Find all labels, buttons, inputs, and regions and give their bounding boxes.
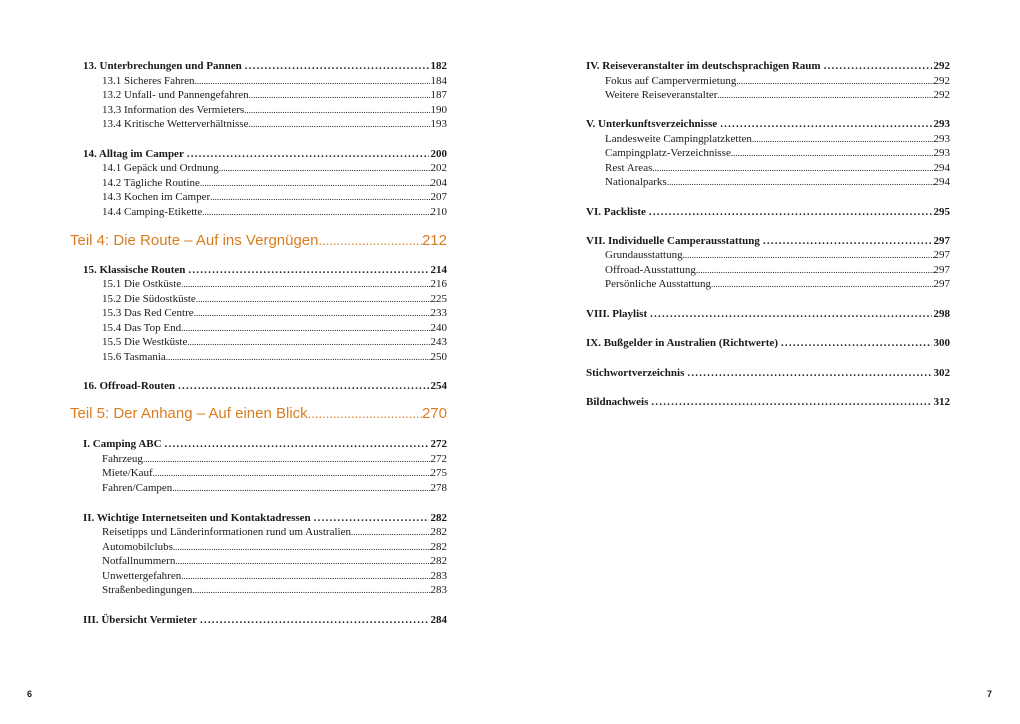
dot-leader bbox=[143, 452, 431, 466]
entry-page: 216 bbox=[430, 278, 447, 290]
dot-leader bbox=[717, 88, 933, 102]
entry-page: 312 bbox=[933, 396, 950, 408]
toc-entry-i-3[interactable] bbox=[83, 481, 447, 495]
entry-page: 275 bbox=[430, 467, 447, 479]
entry-title: IX. Bußgelder in Australien (Richtwerte) bbox=[586, 337, 778, 349]
dot-leader bbox=[202, 205, 430, 219]
entry-title: 14.3 Kochen im Camper bbox=[102, 191, 211, 203]
entry-title: Automobilclubs bbox=[102, 541, 173, 553]
entry-title: 14.2 Tägliche Routine bbox=[102, 177, 200, 189]
toc-appendix-vi[interactable] bbox=[586, 205, 950, 219]
dot-leader bbox=[717, 117, 931, 131]
toc-image-credits[interactable] bbox=[586, 395, 950, 409]
toc-entry-ii-4[interactable] bbox=[83, 569, 447, 583]
toc-entry-15-6[interactable] bbox=[83, 350, 447, 364]
toc-part-5[interactable] bbox=[70, 404, 447, 424]
dot-leader bbox=[736, 74, 933, 88]
toc-entry-14-4[interactable] bbox=[83, 205, 447, 219]
toc-entry-15-2[interactable] bbox=[83, 292, 447, 306]
entry-page: 184 bbox=[430, 75, 447, 87]
toc-entry-13-1[interactable] bbox=[83, 74, 447, 88]
entry-title: Teil 5: Der Anhang – Auf einen Blick bbox=[70, 405, 308, 422]
entry-title: Fokus auf Campervermietung bbox=[605, 75, 737, 87]
dot-leader bbox=[249, 88, 431, 102]
dot-leader bbox=[647, 307, 931, 321]
toc-entry-vii-1[interactable] bbox=[586, 248, 950, 262]
dot-leader bbox=[184, 147, 429, 161]
entry-page: 243 bbox=[430, 336, 447, 348]
entry-title: Unwettergefahren bbox=[102, 570, 182, 582]
entry-title: 15. Klassische Routen bbox=[83, 264, 186, 276]
entry-title: 16. Offroad-Routen bbox=[83, 380, 176, 392]
dot-leader bbox=[175, 554, 430, 568]
toc-entry-ii-1[interactable] bbox=[83, 525, 447, 539]
dot-leader bbox=[194, 306, 431, 320]
dot-leader bbox=[242, 59, 429, 73]
dot-leader bbox=[731, 146, 934, 160]
entry-page: 278 bbox=[430, 482, 447, 494]
dot-leader bbox=[166, 350, 431, 364]
entry-page: 293 bbox=[933, 118, 950, 130]
dot-leader bbox=[197, 613, 429, 627]
toc-entry-vii-3[interactable] bbox=[586, 277, 950, 291]
dot-leader bbox=[210, 190, 430, 204]
toc-chapter-13[interactable] bbox=[83, 59, 447, 73]
entry-title: Miete/Kauf bbox=[102, 467, 153, 479]
dot-leader bbox=[153, 466, 431, 480]
dot-leader bbox=[683, 248, 934, 262]
entry-title: Persönliche Ausstattung bbox=[605, 278, 712, 290]
entry-page: 204 bbox=[430, 177, 447, 189]
toc-entry-13-4[interactable] bbox=[83, 117, 447, 131]
entry-title: 13. Unterbrechungen und Pannen bbox=[83, 60, 242, 72]
entry-page: 272 bbox=[430, 438, 447, 450]
toc-entry-15-4[interactable] bbox=[83, 321, 447, 335]
entry-page: 297 bbox=[933, 278, 950, 290]
dot-leader bbox=[181, 321, 430, 335]
page-number-left: 6 bbox=[27, 689, 33, 699]
entry-page: 200 bbox=[430, 148, 447, 160]
entry-page: 190 bbox=[430, 104, 447, 116]
entry-title: 13.3 Information des Vermieters bbox=[102, 104, 245, 116]
entry-page: 182 bbox=[430, 60, 447, 72]
dot-leader bbox=[181, 569, 430, 583]
entry-title: VII. Individuelle Camperausstattung bbox=[586, 235, 760, 247]
entry-title: 15.6 Tasmania bbox=[102, 351, 166, 363]
entry-page: 302 bbox=[933, 367, 950, 379]
entry-title: Straßenbedingungen bbox=[102, 584, 193, 596]
dot-leader bbox=[648, 395, 931, 409]
entry-title: Nationalparks bbox=[605, 176, 667, 188]
entry-page: 283 bbox=[430, 570, 447, 582]
entry-page: 282 bbox=[430, 512, 447, 524]
dot-leader bbox=[667, 175, 934, 189]
dot-leader bbox=[248, 117, 430, 131]
dot-leader bbox=[181, 277, 430, 291]
entry-title: Notfallnummern bbox=[102, 555, 176, 567]
toc-entry-ii-5[interactable] bbox=[83, 583, 447, 597]
entry-page: 187 bbox=[430, 89, 447, 101]
toc-chapter-15[interactable] bbox=[83, 263, 447, 277]
entry-page: 214 bbox=[430, 264, 447, 276]
entry-page: 300 bbox=[933, 337, 950, 349]
dot-leader bbox=[696, 263, 934, 277]
entry-title: Campingplatz-Verzeichnisse bbox=[605, 147, 731, 159]
dot-leader bbox=[752, 132, 934, 146]
dot-leader bbox=[195, 74, 431, 88]
toc-entry-15-5[interactable] bbox=[83, 335, 447, 349]
entry-page: 282 bbox=[430, 526, 447, 538]
toc-appendix-ii[interactable] bbox=[83, 511, 447, 525]
entry-title: Bildnachweis bbox=[586, 396, 649, 408]
dot-leader bbox=[311, 511, 429, 525]
toc-chapter-16[interactable] bbox=[83, 379, 447, 393]
toc-entry-iv-1[interactable] bbox=[586, 74, 950, 88]
entry-page: 292 bbox=[933, 60, 950, 72]
entry-title: Weitere Reiseveranstalter bbox=[605, 89, 718, 101]
entry-page: 282 bbox=[430, 541, 447, 553]
toc-appendix-vii[interactable] bbox=[586, 234, 950, 248]
toc-entry-15-3[interactable] bbox=[83, 306, 447, 320]
entry-page: 202 bbox=[430, 162, 447, 174]
entry-page: 193 bbox=[430, 118, 447, 130]
toc-entry-vii-2[interactable] bbox=[586, 263, 950, 277]
dot-leader bbox=[173, 540, 431, 554]
entry-page: 294 bbox=[933, 176, 950, 188]
page-number-right: 7 bbox=[987, 689, 993, 699]
toc-entry-13-2[interactable] bbox=[83, 88, 447, 102]
dot-leader bbox=[308, 404, 422, 424]
entry-page: 210 bbox=[430, 206, 447, 218]
entry-title: Stichwortverzeichnis bbox=[586, 367, 685, 379]
toc-entry-v-4[interactable] bbox=[586, 175, 950, 189]
toc-index[interactable] bbox=[586, 366, 950, 380]
dot-leader bbox=[219, 161, 431, 175]
dot-leader bbox=[778, 336, 932, 350]
entry-page: 240 bbox=[430, 322, 447, 334]
toc-appendix-iv[interactable] bbox=[586, 59, 950, 73]
dot-leader bbox=[244, 103, 430, 117]
entry-title: Grundausstattung bbox=[605, 249, 683, 261]
entry-page: 254 bbox=[430, 380, 447, 392]
toc-appendix-i[interactable] bbox=[83, 437, 447, 451]
entry-page: 292 bbox=[933, 75, 950, 87]
dot-leader bbox=[652, 161, 933, 175]
entry-title: 13.1 Sicheres Fahren bbox=[102, 75, 195, 87]
entry-title: 13.2 Unfall- und Pannengefahren bbox=[102, 89, 249, 101]
entry-title: 14. Alltag im Camper bbox=[83, 148, 184, 160]
entry-page: 292 bbox=[933, 89, 950, 101]
entry-page: 250 bbox=[430, 351, 447, 363]
entry-page: 233 bbox=[430, 307, 447, 319]
entry-title: Reisetipps und Länderinformationen rund um Australien bbox=[102, 526, 351, 538]
toc-entry-v-2[interactable] bbox=[586, 146, 950, 160]
toc-appendix-viii[interactable] bbox=[586, 307, 950, 321]
entry-title: 15.4 Das Top End bbox=[102, 322, 182, 334]
entry-title: 15.3 Das Red Centre bbox=[102, 307, 194, 319]
entry-title: 15.2 Die Südostküste bbox=[102, 293, 196, 305]
entry-page: 207 bbox=[430, 191, 447, 203]
entry-title: 15.5 Die Westküste bbox=[102, 336, 188, 348]
entry-title: Fahrzeug bbox=[102, 453, 143, 465]
dot-leader bbox=[196, 292, 431, 306]
dot-leader bbox=[646, 205, 932, 219]
toc-entry-i-1[interactable] bbox=[83, 452, 447, 466]
dot-leader bbox=[187, 335, 430, 349]
entry-title: VIII. Playlist bbox=[586, 308, 648, 320]
entry-title: IV. Reiseveranstalter im deutschsprachigen Raum bbox=[586, 60, 821, 72]
toc-chapter-14[interactable] bbox=[83, 147, 447, 161]
toc-entry-ii-2[interactable] bbox=[83, 540, 447, 554]
dot-leader bbox=[162, 437, 429, 451]
entry-page: 225 bbox=[430, 293, 447, 305]
toc-appendix-ix[interactable] bbox=[586, 336, 950, 350]
entry-title: V. Unterkunftsverzeichnisse bbox=[586, 118, 718, 130]
toc-entry-15-1[interactable] bbox=[83, 277, 447, 291]
dot-leader bbox=[711, 277, 933, 291]
dot-leader bbox=[175, 379, 428, 393]
entry-title: Fahren/Campen bbox=[102, 482, 173, 494]
entry-page: 293 bbox=[933, 133, 950, 145]
toc-entry-14-1[interactable] bbox=[83, 161, 447, 175]
entry-page: 284 bbox=[430, 614, 447, 626]
entry-title: 14.4 Camping-Etikette bbox=[102, 206, 203, 218]
entry-title: 13.4 Kritische Wetterverhältnisse bbox=[102, 118, 249, 130]
dot-leader bbox=[684, 366, 931, 380]
entry-title: 15.1 Die Ostküste bbox=[102, 278, 182, 290]
entry-page: 297 bbox=[933, 235, 950, 247]
dot-leader bbox=[185, 263, 428, 277]
dot-leader bbox=[351, 525, 431, 539]
dot-leader bbox=[319, 231, 422, 251]
toc-appendix-iii[interactable] bbox=[83, 613, 447, 627]
toc-entry-14-2[interactable] bbox=[83, 176, 447, 190]
entry-page: 297 bbox=[933, 264, 950, 276]
entry-title: Rest Areas bbox=[605, 162, 653, 174]
entry-title: VI. Packliste bbox=[586, 206, 646, 218]
entry-page: 283 bbox=[430, 584, 447, 596]
entry-page: 295 bbox=[933, 206, 950, 218]
entry-page: 212 bbox=[421, 232, 447, 249]
entry-title: Offroad-Ausstattung bbox=[605, 264, 696, 276]
toc-entry-v-3[interactable] bbox=[586, 161, 950, 175]
entry-title: Teil 4: Die Route – Auf ins Vergnügen bbox=[70, 232, 319, 249]
entry-page: 294 bbox=[933, 162, 950, 174]
entry-page: 293 bbox=[933, 147, 950, 159]
toc-part-4[interactable] bbox=[70, 231, 447, 251]
entry-page: 297 bbox=[933, 249, 950, 261]
toc-entry-iv-2[interactable] bbox=[586, 88, 950, 102]
dot-leader bbox=[192, 583, 430, 597]
toc-entry-14-3[interactable] bbox=[83, 190, 447, 204]
toc-entry-v-1[interactable] bbox=[586, 132, 950, 146]
entry-title: Landesweite Campingplatzketten bbox=[605, 133, 752, 145]
dot-leader bbox=[821, 59, 932, 73]
entry-page: 270 bbox=[421, 405, 447, 422]
dot-leader bbox=[760, 234, 932, 248]
entry-title: I. Camping ABC bbox=[83, 438, 162, 450]
entry-title: 14.1 Gepäck und Ordnung bbox=[102, 162, 219, 174]
entry-title: III. Übersicht Vermieter bbox=[83, 614, 197, 626]
entry-title: II. Wichtige Internetseiten und Kontaktadressen bbox=[83, 512, 311, 524]
entry-page: 272 bbox=[430, 453, 447, 465]
dot-leader bbox=[172, 481, 430, 495]
toc-entry-i-2[interactable] bbox=[83, 466, 447, 480]
toc-entry-13-3[interactable] bbox=[83, 103, 447, 117]
entry-page: 282 bbox=[430, 555, 447, 567]
dot-leader bbox=[200, 176, 431, 190]
toc-entry-ii-3[interactable] bbox=[83, 554, 447, 568]
toc-appendix-v[interactable] bbox=[586, 117, 950, 131]
entry-page: 298 bbox=[933, 308, 950, 320]
